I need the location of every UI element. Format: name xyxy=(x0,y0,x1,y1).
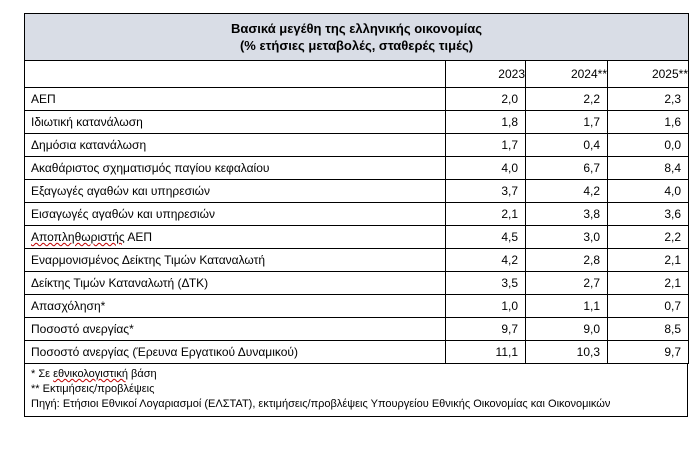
row-value: 2,1 xyxy=(608,272,689,295)
table-row xyxy=(25,88,689,111)
note1-prefix: * Σε xyxy=(31,368,54,380)
row-label: Εναρμονισμένος Δείκτης Τιμών Καταναλωτή xyxy=(25,249,446,272)
table-row xyxy=(25,226,689,249)
row-label xyxy=(25,226,446,249)
row-value: 2,1 xyxy=(446,203,526,226)
header-blank-cell xyxy=(25,61,446,88)
table-title-line1: Βασικά μεγέθη της ελληνικής οικονομίας xyxy=(231,21,482,36)
row-label-deflator: Αποπληθωριστής xyxy=(31,230,125,244)
header-row xyxy=(25,61,689,88)
row-value: 1,1 xyxy=(526,295,608,318)
row-value: 2,1 xyxy=(608,249,689,272)
economy-table xyxy=(24,13,689,364)
row-value: 8,4 xyxy=(608,157,689,180)
table-row xyxy=(25,157,689,180)
table-title xyxy=(25,14,689,61)
row-value: 4,5 xyxy=(446,226,526,249)
row-value: 4,2 xyxy=(446,249,526,272)
note1-term: εθνικολογιστική xyxy=(53,368,128,380)
row-value: 11,1 xyxy=(446,341,526,364)
row-label: Απασχόληση* xyxy=(25,295,446,318)
row-value: 3,7 xyxy=(446,180,526,203)
row-label: Ακαθάριστος σχηματισμός παγίου κεφαλαίου xyxy=(25,157,446,180)
row-value: 0,0 xyxy=(608,134,689,157)
header-2025: 2025** xyxy=(608,61,689,88)
table-row xyxy=(25,111,689,134)
row-label: Ιδιωτική κατανάλωση xyxy=(25,111,446,134)
row-label-gdp: ΑΕΠ xyxy=(124,230,153,244)
row-label: Εισαγωγές αγαθών και υπηρεσιών xyxy=(25,203,446,226)
table-notes xyxy=(24,364,688,417)
table-row xyxy=(25,180,689,203)
note-national-accounts xyxy=(31,367,681,382)
row-value: 4,0 xyxy=(608,180,689,203)
row-value: 1,7 xyxy=(446,134,526,157)
table-row xyxy=(25,203,689,226)
row-value: 4,2 xyxy=(526,180,608,203)
row-label: Δείκτης Τιμών Καταναλωτή (ΔΤΚ) xyxy=(25,272,446,295)
row-value: 2,8 xyxy=(526,249,608,272)
row-value: 4,0 xyxy=(446,157,526,180)
row-value: 9,0 xyxy=(526,318,608,341)
row-value: 2,2 xyxy=(608,226,689,249)
row-value: 10,3 xyxy=(526,341,608,364)
header-2024: 2024** xyxy=(526,61,608,88)
row-value: 0,7 xyxy=(608,295,689,318)
row-value: 6,7 xyxy=(526,157,608,180)
source-label: Πηγή: xyxy=(31,398,60,410)
table-row xyxy=(25,318,689,341)
row-value: 9,7 xyxy=(608,341,689,364)
row-value: 8,5 xyxy=(608,318,689,341)
row-value: 2,2 xyxy=(526,88,608,111)
row-label: Δημόσια κατανάλωση xyxy=(25,134,446,157)
row-label: Ποσοστό ανεργίας (Έρευνα Εργατικού Δυναμικού) xyxy=(25,341,446,364)
row-value: 1,0 xyxy=(446,295,526,318)
header-2023: 2023 xyxy=(446,61,526,88)
row-label: Εξαγωγές αγαθών και υπηρεσιών xyxy=(25,180,446,203)
row-label: ΑΕΠ xyxy=(25,88,446,111)
row-value: 2,3 xyxy=(608,88,689,111)
table-row xyxy=(25,295,689,318)
row-value: 3,6 xyxy=(608,203,689,226)
row-value: 3,5 xyxy=(446,272,526,295)
row-label: Ποσοστό ανεργίας* xyxy=(25,318,446,341)
note1-suffix: βάση xyxy=(127,368,157,380)
row-value: 3,0 xyxy=(526,226,608,249)
table-title-line2: (% ετήσιες μεταβολές, σταθερές τιμές) xyxy=(239,38,474,53)
row-value: 0,4 xyxy=(526,134,608,157)
table-row xyxy=(25,249,689,272)
source-note xyxy=(31,397,681,412)
source-text: Ετήσιοι Εθνικοί Λογαριασμοί (ΕΛΣΤΑΤ), εκτιμήσεις/προβλέψεις Υπουργείου Εθνικής Οικονομίας και Οικονομικών xyxy=(62,398,611,410)
row-value: 9,7 xyxy=(446,318,526,341)
note-estimates: ** Εκτιμήσεις/προβλέψεις xyxy=(31,383,155,395)
row-value: 2,0 xyxy=(446,88,526,111)
table-row xyxy=(25,341,689,364)
row-value: 2,7 xyxy=(526,272,608,295)
table-row xyxy=(25,134,689,157)
row-value: 1,6 xyxy=(608,111,689,134)
table-row xyxy=(25,272,689,295)
row-value: 1,7 xyxy=(526,111,608,134)
row-value: 1,8 xyxy=(446,111,526,134)
row-value: 3,8 xyxy=(526,203,608,226)
economy-table-document xyxy=(24,13,688,417)
